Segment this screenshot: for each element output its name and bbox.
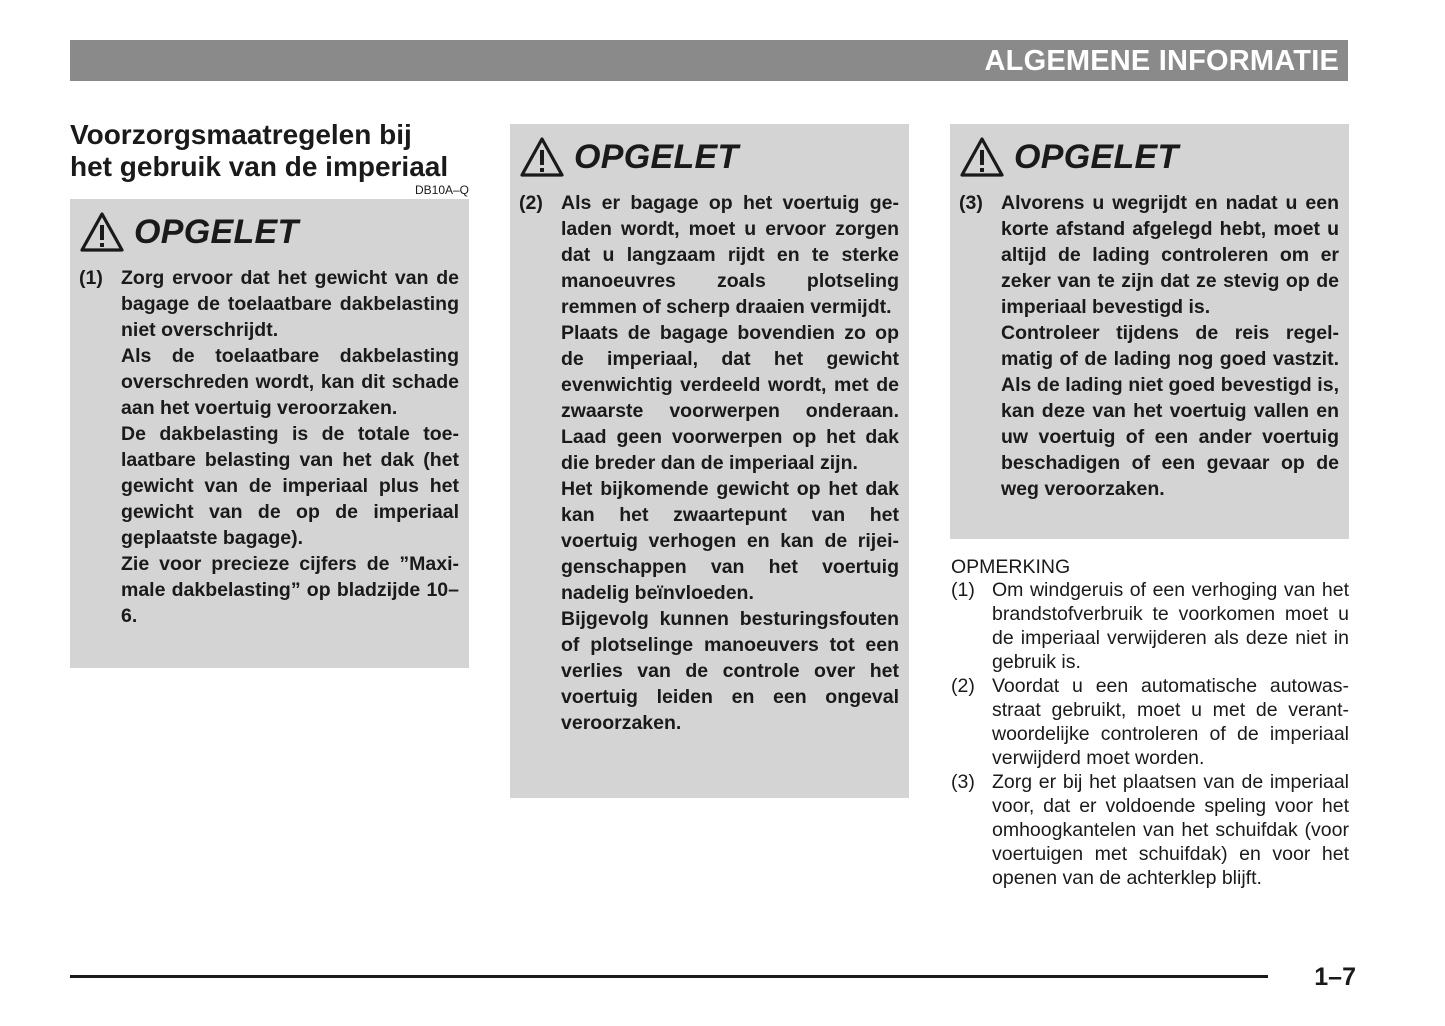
paragraph: Bijgevolg kunnen besturingsfouten of plotselinge manoeuvers tot een verlies van de controle over het voertuig leiden en een ongeval veroorzaken. <box>561 608 899 734</box>
warning-triangle-icon <box>519 136 565 178</box>
section-title <box>70 119 470 183</box>
paragraph: Het bijkomende gewicht op het dak kan het zwaartepunt van het voertuig verhogen en kan de rijeigenschappen van het voertuig nadelig beïnvloeden. <box>561 478 899 604</box>
item-number: (3) <box>959 192 983 214</box>
note-text: Voordat u een automatische autowasstraat gebruikt, moet u met de verantwoordelijke controleren of de imperiaal verwijderd moet worden. <box>992 675 1349 769</box>
paragraph: Zie voor precieze cijfers de ”Maximale dakbelasting” op bladzijde 10–6. <box>121 553 459 627</box>
paragraph: Als er bagage op het voertuig geladen wordt, moet u ervoor zorgen dat u langzaam rijdt en te sterke manoeuvres zoals plotseling remmen of scherp draaien vermijdt. <box>561 192 899 318</box>
caution-item <box>959 190 1339 502</box>
footer-rule <box>70 975 1268 978</box>
section-title-line1: Voorzorgsmaatregelen bij <box>70 119 412 150</box>
paragraph: De dakbelasting is de totale toelaatbare belasting van het dak (het gewicht van de imperiaal plus het gewicht van de op de imperiaal geplaatste bagage). <box>121 423 459 549</box>
item-number: (1) <box>79 267 103 289</box>
item-body <box>561 190 899 736</box>
note-text: Om windgeruis of een verhoging van het brandstofverbruik te voorkomen moet u de imperiaal verwijderen als deze niet in gebruik is. <box>992 579 1349 673</box>
item-number: (2) <box>519 192 543 214</box>
warning-triangle-icon <box>79 211 125 253</box>
note-item <box>951 674 1349 770</box>
paragraph: Zorg ervoor dat het gewicht van de bagage de toelaatbare dakbelasting niet overschrijdt. <box>121 267 459 341</box>
caution-heading <box>519 132 899 182</box>
caution-box-1 <box>70 199 469 668</box>
note-number: (1) <box>951 579 975 601</box>
paragraph: Controleer tijdens de reis regelmatig of de lading nog goed vastzit. Als de lading niet goed bevestigd is, kan deze van het voertuig vallen en uw voertuig of een ander voertuig beschadigen of een gevaar op de weg veroorzaken. <box>1001 322 1339 500</box>
note-number: (3) <box>951 771 975 793</box>
caution-label: OPGELET <box>574 138 739 176</box>
section-code: DB10A–Q <box>414 183 469 197</box>
item-body <box>121 265 459 629</box>
caution-heading <box>959 132 1339 182</box>
note-item <box>951 578 1349 674</box>
header-title: ALGEMENE INFORMATIE <box>984 45 1339 77</box>
caution-label: OPGELET <box>134 213 299 251</box>
item-body <box>1001 190 1339 502</box>
warning-triangle-icon <box>959 136 1005 178</box>
paragraph: Alvorens u wegrijdt en nadat u een korte afstand afgelegd hebt, moet u altijd de lading controleren om er zeker van te zijn dat ze stevig op de imperiaal bevestigd is. <box>1001 192 1339 318</box>
paragraph: Plaats de bagage bovendien zo op de imperiaal, dat het gewicht evenwichtig verdeeld wordt, met de zwaarste voorwerpen onderaan. Laad geen voorwerpen op het dak die breder dan de imperiaal zijn. <box>561 322 899 474</box>
caution-heading <box>79 207 459 257</box>
note-number: (2) <box>951 675 975 697</box>
note-title: OPMERKING <box>951 556 1071 578</box>
note-section <box>951 556 1349 890</box>
caution-label: OPGELET <box>1014 138 1179 176</box>
section-title-line2: het gebruik van de imperiaal <box>70 151 449 182</box>
note-item <box>951 770 1349 890</box>
caution-box-2 <box>510 124 909 798</box>
caution-item <box>519 190 899 736</box>
header-bar <box>70 40 1348 81</box>
caution-box-3 <box>950 124 1349 539</box>
paragraph: Als de toelaatbare dakbelasting overschreden wordt, kan dit schade aan het voertuig veroorzaken. <box>121 345 459 419</box>
note-text: Zorg er bij het plaatsen van de imperiaal voor, dat er voldoende speling voor het omhoogkantelen van het schuifdak (voor voertuigen met schuifdak) en voor het openen van de achterklep blijft. <box>992 771 1349 889</box>
page-number: 1–7 <box>1314 963 1356 991</box>
caution-item <box>79 265 459 629</box>
